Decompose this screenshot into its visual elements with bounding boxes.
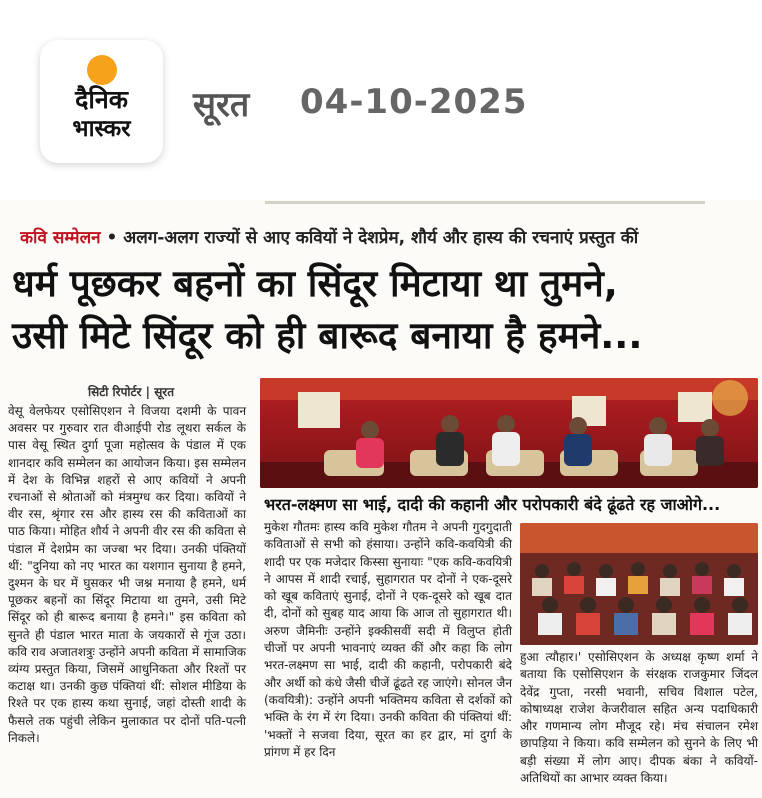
edition-date: 04-10-2025 (300, 82, 528, 122)
headline-line-1: धर्म पूछकर बहनों का सिंदूर मिटाया था तुमने, (12, 262, 618, 305)
sun-icon (87, 55, 117, 85)
stage-photo (260, 378, 758, 488)
edition-city: सूरत (193, 85, 250, 125)
logo-text-line2: भास्कर (72, 116, 131, 142)
kicker-text: • अलग-अलग राज्यों से आए कवियों ने देशप्रेम, शौर्य और हास्य की रचनाएं प्रस्तुत कीं (100, 228, 639, 248)
kicker (20, 225, 750, 248)
section-subheading: भरत-लक्ष्मण सा भाई, दादी की कहानी और परोपकारी बंदे ढूंढते रह जाओगे... (264, 495, 721, 514)
audience-photo (520, 523, 758, 645)
headline (12, 258, 752, 362)
article-column-1: वेसू वेलफेयर एसोसिएशन ने विजया दशमी के पावन अवसर पर गुरुवार रात वीआईपी रोड लूथरा सर्कल के पास वेसू स्थित दुर्गा पूजा महोत्सव के पंडाल में एक शानदार कवि सम्मेलन का आयोजन किया। इस सम्मेलन में देश के विभिन्न शहरों से आए कवियों ने अपनी रचनाओं से श्रोताओं को मंत्रमुग्ध कर दिया। कवियों ने वीर रस, श्रृंगार रस और हास्य रस की कविताओं का पाठ किया। मोहित शौर्य ने अपनी वीर रस की कविता से पंडाल में देशप्रेम का जज्बा भर दिया। उनकी पंक्तियों थीं: "दुनिया को नए भारत का यशगान सुनाया है हमने, दुश्मन के घर में घुसकर भी जश्न मनाया है हमने, धर्म पूछकर बहनों का सिंदूर मिटाया था तुमने, उसी मिटे सिंदूर को ही बारूद बनाया है हमने।" इस कविता को सुनते ही पंडाल भारत माता के जयकारों से गूंज उठा। कवि राव अजातशत्रुः उन्होंने अपनी कविता में सामाजिक व्यंग्य प्रस्तुत किया, जिसमें आधुनिकता और रिश्तों पर कटाक्ष था। उनकी कुछ पंक्तियां थीं: सोशल मीडिया के रिश्ते पर एक हास्य कथा सुनाई, जहां दोस्ती शादी के फैसले तक पहुंची लेकिन मुलाकात पर दोनों पति-पत्नी निकले। (8, 404, 246, 745)
headline-line-2: उसी मिटे सिंदूर को ही बारूद बनाया है हमने... (12, 314, 643, 357)
article-column-3: हुआ त्यौहार।' एसोसिएशन के अध्यक्ष कृष्ण शर्मा ने बताया कि एसोसिएशन के संरक्षक राजकुमार जिंदल देवेंद्र गुप्ता, नरसी भवानी, सचिव विशाल पटेल, कोषाध्यक्ष राजेश केजरीवाल सहित अन्य पदाधिकारी और गणमान्य लोग मौजूद रहे। मंच संचालन रमेश छापड़िया ने किया। कवि सम्मेलन को सुनने के लिए भी बड़ी संख्या में लोग आए। दीपक बंका ने कवियों-अतिथियों का आभार व्यक्त किया। (520, 650, 758, 786)
kicker-tag: कवि सम्मेलन (20, 228, 101, 248)
logo-text-line1: दैनिक (75, 85, 128, 114)
article-column-2: मुकेश गौतमः हास्य कवि मुकेश गौतम ने अपनी गुदगुदाती कविताओं से सभी को हंसाया। उन्होंने कवि-कवयित्री की शादी पर एक मजेदार किस्सा सुनायाः "एक कवि-कवयित्री ने आपस में शादी रचाई, सुहागरात पर दोनों ने एक-दूसरे को खूब कविताएं सुनाई, दोनों ने एक-दूसरे को खूब दात दी, दोनों को सुबह याद आया कि आज तो सुहागरात थी। अरुण जैमिनीः उन्होंने इक्कीसवीं सदी में विलुप्त होती चीजों पर अपनी भावनाएं व्यक्त कीं और कहा कि लोग भरत-लक्ष्मण सा भाई, दादी की कहानी, परोपकारी बंदे और अर्थी को कंधे जैसी चीजें ढूंढते रह जाएंगे। सोनल जैन (कवयित्री): उन्होंने अपनी भक्तिमय कविता से दर्शकों को भक्ति के रंग में रंग दिया। उनकी कविता की पंक्तियां थीं: 'भक्तों ने सजवा दिया, सूरत का हर द्वार, मां दुर्गा के प्रांगण में हर दिन (264, 520, 512, 759)
byline: सिटी रिपोर्टर | सूरत (88, 385, 175, 399)
dainik-bhaskar-logo[interactable] (40, 40, 163, 163)
divider (265, 201, 705, 204)
app-header (0, 0, 762, 200)
